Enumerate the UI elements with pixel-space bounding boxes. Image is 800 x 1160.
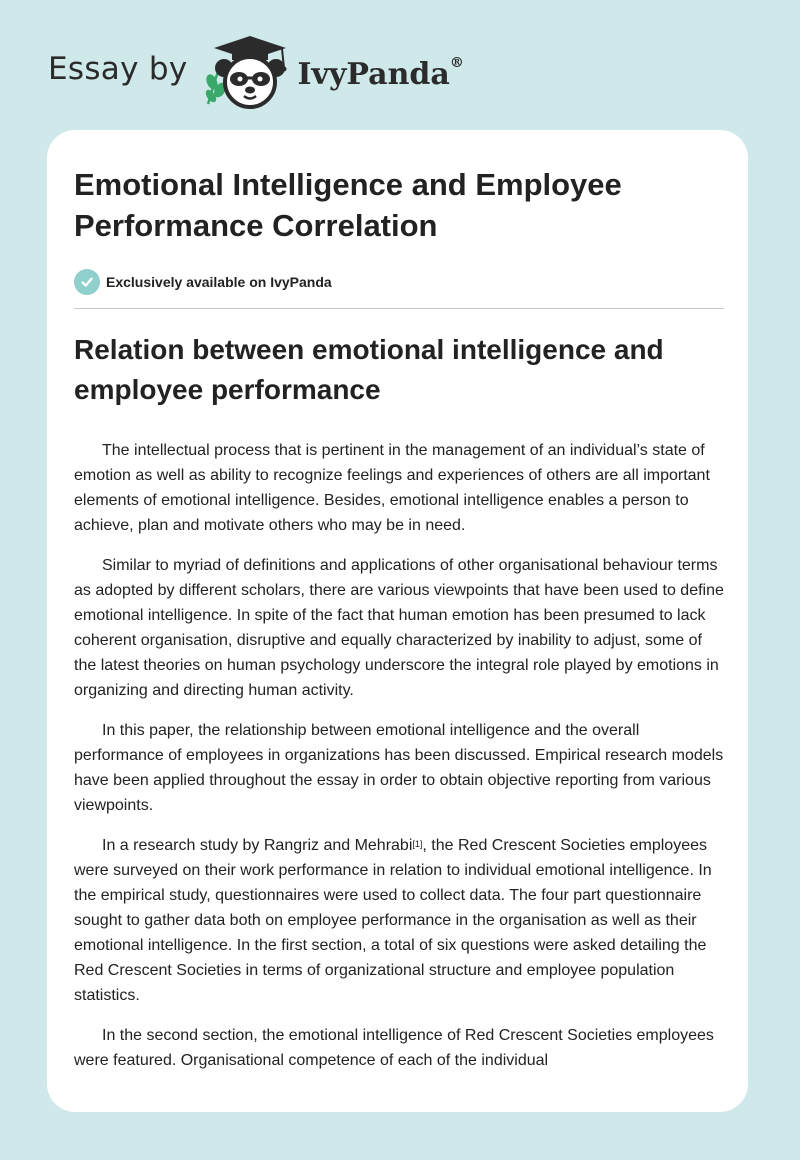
essay-title-line-1: Emotional Intelligence and Employee xyxy=(74,167,622,202)
exclusive-badge xyxy=(74,268,724,296)
title-divider xyxy=(74,308,724,309)
paragraph-1: The intellectual process that is pertinent in the management of an individual’s state of emotion as well as ability to recognize feelings and experiences of others are all important elements of emotional intelligence. Besides, emotional intelligence enables a person to achieve, plan and motivate others who may be in need. xyxy=(74,442,710,534)
section-heading-line-2: employee performance xyxy=(74,374,381,405)
check-circle-icon xyxy=(74,269,100,295)
registered-mark: ® xyxy=(449,54,464,71)
paragraph-3: In this paper, the relationship between emotional intelligence and the overall performance of employees in organizations has been discussed. Empirical research models have been applied throughout the essay in order to obtain objective reporting from various viewpoints. xyxy=(74,722,724,814)
paragraph-4-start: In a research study by Rangriz and Mehrabi xyxy=(102,837,413,854)
essay-by-label: Essay by xyxy=(48,51,188,87)
essay-title xyxy=(74,164,724,246)
brand-name[interactable]: IvyPanda® xyxy=(297,54,464,92)
site-header xyxy=(48,34,464,110)
footnote-ref-1[interactable]: [1] xyxy=(412,839,423,849)
essay-content xyxy=(74,164,724,1073)
paragraph-5: In the second section, the emotional intelligence of Red Crescent Societies employees were featured. Organisational competence of each of the individual xyxy=(74,1027,714,1069)
panda-graduate-icon xyxy=(202,34,294,110)
paragraph-4-rest: , the Red Crescent Societies employees were surveyed on their work performance in relation to individual emotional intelligence. In the empirical study, questionnaires were used to collect data. The four part questionnaire sought to gather data both on employee performance in the organisation as well as their emotional intelligence. In the first section, a total of six questions were asked detailing the Red Crescent Societies in terms of organizational structure and employee population statistics. xyxy=(74,837,712,1004)
paragraph-2: Similar to myriad of definitions and applications of other organisational behaviour terms as adopted by different scholars, there are various viewpoints that have been used to define emotional intelligence. In spite of the fact that human emotion has been presumed to lack coherent organisation, disruptive and equally characterized by inability to adjust, some of the latest theories on human psychology underscore the integral role played by emotions in organizing and directing human activity. xyxy=(74,557,724,699)
section-heading-line-1: Relation between emotional intelligence and xyxy=(74,334,664,365)
paragraph-4 xyxy=(74,833,724,1008)
essay-card xyxy=(47,130,748,1112)
essay-title-line-2: Performance Correlation xyxy=(74,208,438,243)
section-heading xyxy=(74,330,724,410)
exclusive-badge-label: Exclusively available on IvyPanda xyxy=(106,274,332,290)
